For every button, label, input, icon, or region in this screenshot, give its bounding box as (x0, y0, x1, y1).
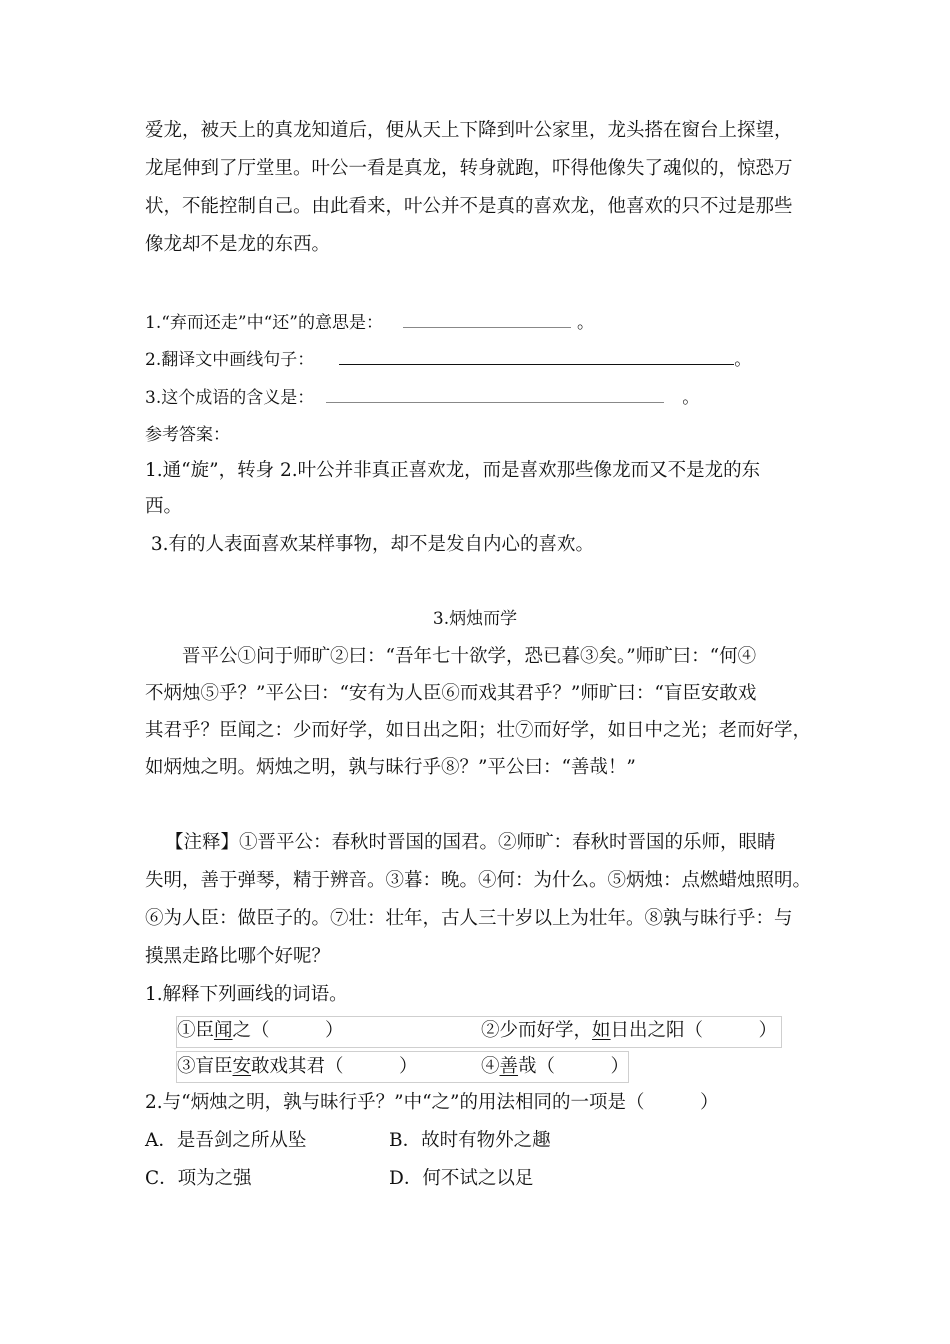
answer-blank[interactable] (339, 346, 734, 365)
underlined-word: 闻 (214, 1020, 233, 1041)
word-pre: ①臣 (177, 1020, 215, 1041)
word-post: 哉（ ） (518, 1056, 630, 1077)
underlined-word: 如 (592, 1020, 611, 1041)
question-3-text: 3.这个成语的含义是： (145, 388, 315, 408)
word-pre: ③盲臣 (177, 1056, 233, 1077)
passage-line: 像龙却不是龙的东西。 (145, 234, 331, 255)
question-1-text: 1.“弃而还走”中“还”的意思是： (145, 313, 383, 333)
passage-line: 龙尾伸到了厅堂里。叶公一看是真龙，转身就跑，吓得他像失了魂似的，惊恐万 (145, 158, 793, 179)
section-text-line: 如炳烛之明。炳烛之明，孰与昧行乎⑧？”平公曰：“善哉！” (145, 757, 636, 778)
option-b: B．故时有物外之趣 (389, 1130, 551, 1151)
word-post: 之（ ） (232, 1020, 344, 1041)
word-pre: ②少而好学， (481, 1020, 593, 1041)
answers-label: 参考答案： (145, 425, 230, 445)
notes-line: 失明，善于弹琴，精于辨音。③暮：晚。④何：为什么。⑤炳烛：点燃蜡烛照明。 (145, 870, 812, 891)
notes-line: 摸黑走路比哪个好呢？ (145, 946, 331, 967)
word-pre: ④ (481, 1056, 500, 1077)
question-2-text: 2.翻译文中画线句子： (145, 350, 315, 370)
section-text-line: 其君乎？臣闻之：少而好学，如日出之阳；壮⑦而好学，如日中之光；老而好学， (145, 720, 812, 741)
underlined-word: 安 (232, 1056, 252, 1077)
word-item-2 (481, 1018, 777, 1044)
answer-line: 西。 (145, 496, 183, 517)
question-1-end: 。 (576, 313, 594, 333)
option-d: D．何不试之以足 (389, 1168, 534, 1189)
underlined-word: 善 (499, 1056, 519, 1077)
question-3-end: 。 (682, 388, 700, 408)
answer-blank[interactable] (326, 384, 664, 403)
section-text-line: 晋平公①问于师旷②曰：“吾年七十欲学，恐已暮③矣。”师旷曰：“何④ (182, 646, 757, 667)
question-2 (145, 346, 751, 373)
notes-line: ⑥为人臣：做臣子的。⑦壮：壮年，古人三十岁以上为壮年。⑧孰与昧行乎：与 (145, 908, 793, 929)
word-item-1 (177, 1018, 344, 1044)
question-1 (145, 309, 594, 336)
question-label: 1.解释下列画线的词语。 (145, 984, 348, 1005)
section-title: 3.炳烛而学 (432, 609, 518, 629)
section-text-line: 不炳烛⑤乎？”平公曰：“安有为人臣⑥而戏其君乎？”师旷曰：“盲臣安敢戏 (145, 683, 757, 704)
answer-blank[interactable] (403, 309, 571, 328)
word-post: 日出之阳（ ） (610, 1020, 778, 1041)
notes-line: 【注释】①晋平公：春秋时晋国的国君。②师旷：春秋时晋国的乐师，眼睛 (165, 832, 776, 853)
answer-line: 3.有的人表面喜欢某样事物，却不是发自内心的喜欢。 (145, 534, 595, 555)
passage-line: 爱龙，被天上的真龙知道后，便从天上下降到叶公家里，龙头搭在窗台上探望， (145, 120, 793, 141)
word-item-4 (481, 1054, 629, 1080)
option-c: C．项为之强 (145, 1168, 252, 1189)
option-a: A．是吾剑之所从坠 (145, 1130, 307, 1151)
word-item-3 (177, 1054, 418, 1080)
question-3 (145, 384, 699, 411)
answer-line: 1.通“旋”，转身 2.叶公并非真正喜欢龙，而是喜欢那些像龙而又不是龙的东 (145, 460, 761, 481)
word-post: 敢戏其君（ ） (251, 1056, 418, 1077)
passage-line: 状，不能控制自己。由此看来，叶公并不是真的喜欢龙，他喜欢的只不过是那些 (145, 196, 793, 217)
question-2-end: 。 (734, 350, 752, 370)
question-2-label: 2.与“炳烛之明，孰与昧行乎？”中“之”的用法相同的一项是（ ） (145, 1092, 719, 1113)
